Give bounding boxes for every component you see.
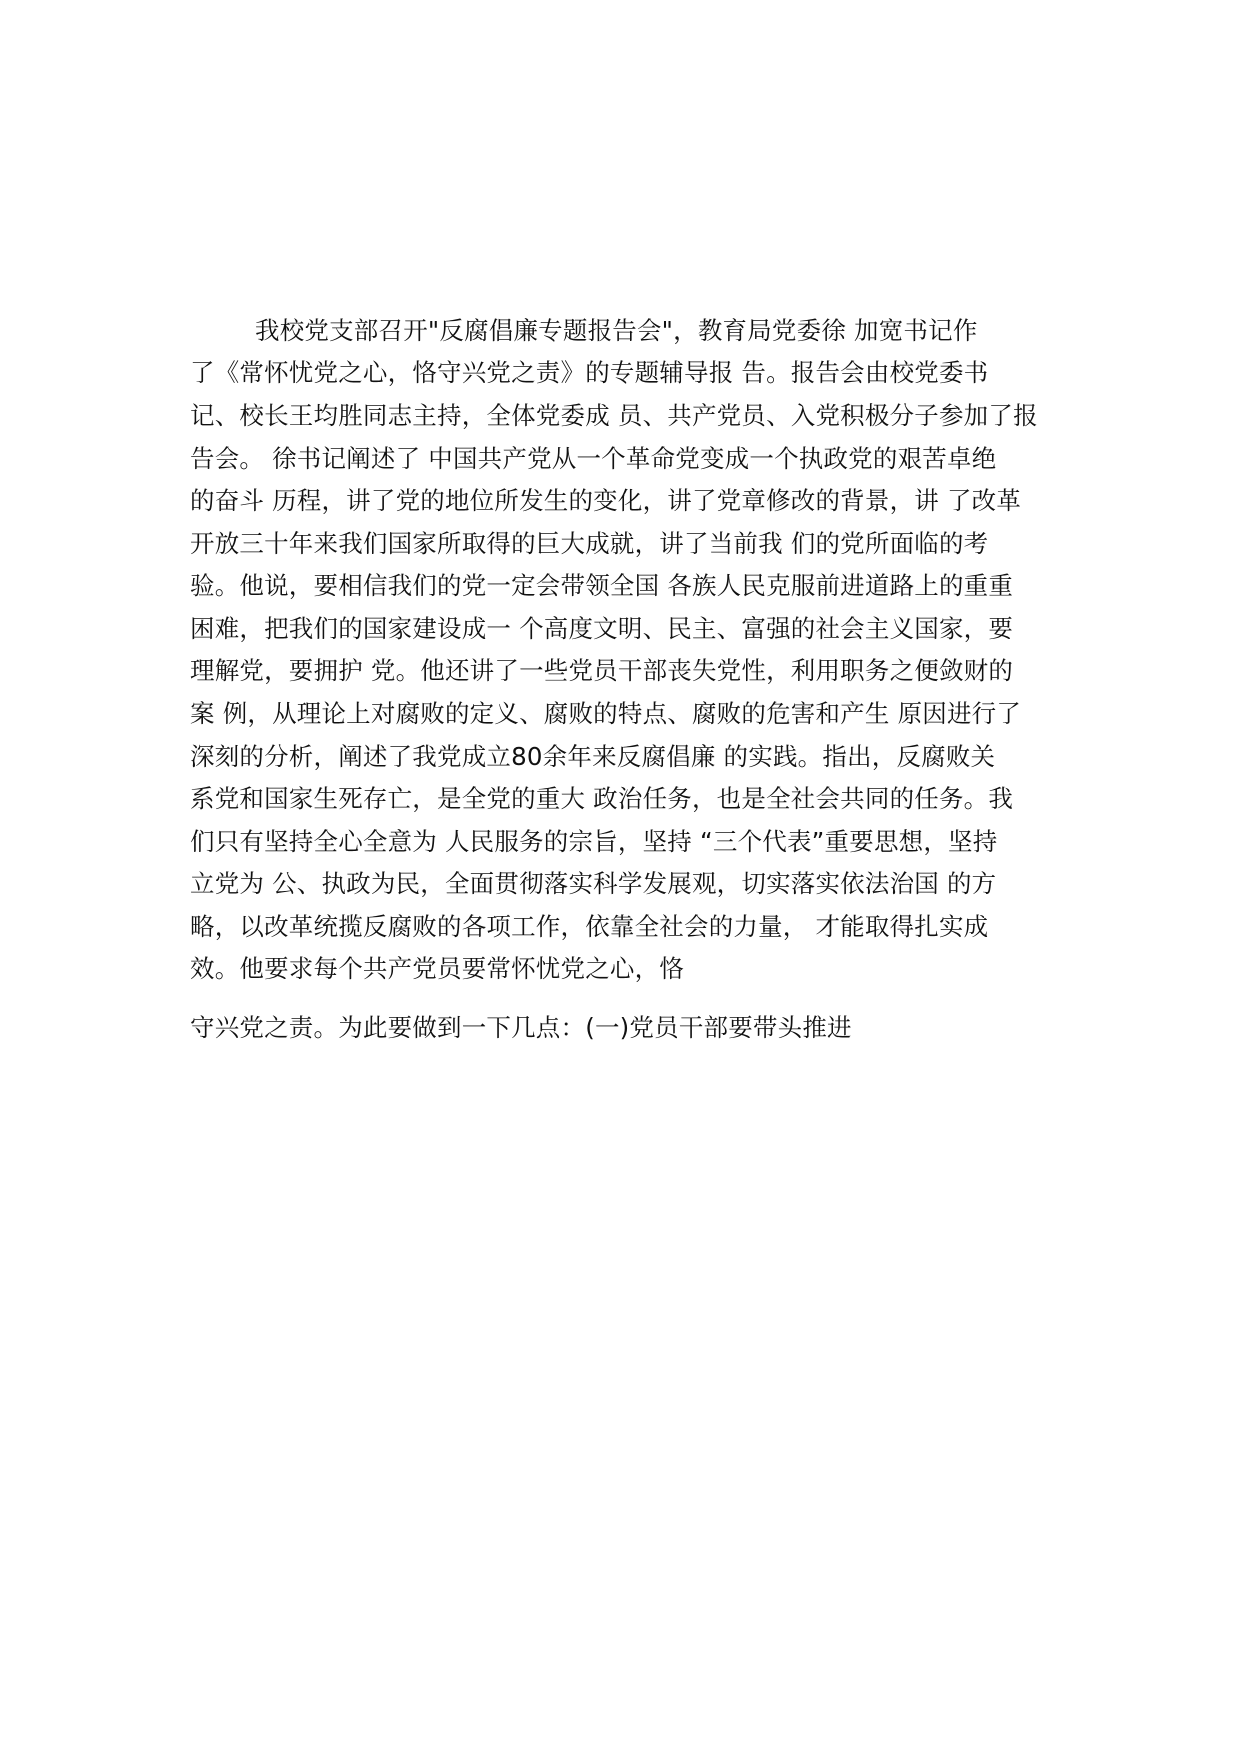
text-line: 我校党支部召开"反腐倡廉专题报告会"，教育局党委徐 加宽书记作 — [255, 316, 978, 345]
text-line: 系党和国家生死存亡，是全党的重大 政治任务，也是全社会共同的任务。我 — [190, 784, 1014, 813]
text-line: 们只有坚持全心全意为 人民服务的宗旨，坚持 “三个代表”重要思想，坚持 — [190, 827, 998, 856]
text-line: 记、校长王均胜同志主持，全体党委成 员、共产党员、入党积极分子参加了报 — [190, 401, 1038, 430]
text-line: 立党为 公、执政为民，全面贯彻落实科学发展观，切实落实依法治国 的方 — [190, 869, 997, 898]
text-line: 效。他要求每个共产党员要常怀忧党之心，恪 — [190, 954, 684, 983]
text-line: 困难，把我们的国家建设成一 个高度文明、民主、富强的社会主义国家，要 — [190, 614, 1014, 643]
text-line: 验。他说，要相信我们的党一定会带领全国 各族人民克服前进道路上的重重 — [190, 571, 1014, 600]
text-line: 理解党，要拥护 党。他还讲了一些党员干部丧失党性，利用职务之便敛财的 — [190, 656, 1014, 685]
text-line: 案 例，从理论上对腐败的定义、腐败的特点、腐败的危害和产生 原因进行了 — [190, 699, 1022, 728]
text-line: 的奋斗 历程，讲了党的地位所发生的变化，讲了党章修改的背景，讲 了改革 — [190, 486, 1022, 515]
text-line: 深刻的分析，阐述了我党成立80余年来反腐倡廉 的实践。指出，反腐败关 — [190, 742, 996, 771]
text-line: 告会。 徐书记阐述了 中国共产党从一个革命党变成一个执政党的艰苦卓绝 — [190, 444, 997, 473]
text-line: 略，以改革统揽反腐败的各项工作，依靠全社会的力量， 才能取得扎实成 — [190, 912, 989, 941]
text-line: 了《常怀忧党之心，恪守兴党之责》的专题辅导报 告。报告会由校党委书 — [190, 358, 989, 387]
text-line: 守兴党之责。为此要做到一下几点：(一)党员干部要带头推进 — [190, 1013, 852, 1042]
text-line: 开放三十年来我们国家所取得的巨大成就，讲了当前我 们的党所面临的考 — [190, 529, 989, 558]
